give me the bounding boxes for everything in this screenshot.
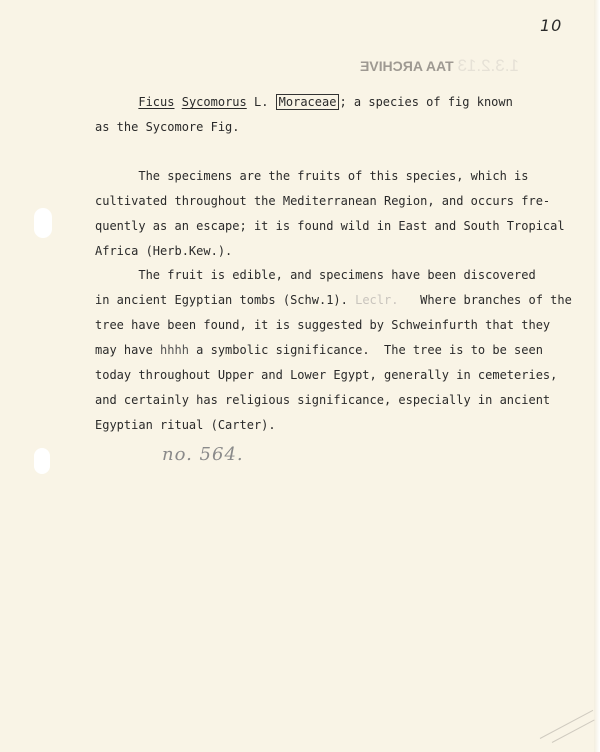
stamp-faint-text: 1.3.2.13 bbox=[457, 56, 519, 75]
stamp-text: TAA ARCHIVE bbox=[360, 58, 454, 74]
paragraph-3-line-6: and certainly has religious significance, especially in ancient bbox=[95, 393, 551, 407]
paragraph-2-line-3: quently as an escape; it is found wild in East and South Tropical bbox=[95, 219, 565, 233]
paragraph-2-line-4: Africa (Herb.Kew.). bbox=[95, 244, 233, 258]
p3-faint-word: Leclr. bbox=[347, 293, 406, 307]
paragraph-1-line-2: as the Sycomore Fig. bbox=[95, 120, 240, 134]
punch-hole-bottom bbox=[34, 448, 50, 474]
p3-line4-a: may have bbox=[95, 343, 161, 357]
p3-line2-a: in ancient Egyptian tombs (Schw.1). bbox=[95, 293, 348, 307]
species-name: Sycomorus bbox=[181, 95, 247, 109]
paragraph-3-line-4 bbox=[95, 338, 585, 363]
page-number: 10 bbox=[540, 16, 563, 35]
p3-line4-b: a symbolic significance. The tree is to be seen bbox=[188, 343, 543, 357]
authority: L. bbox=[246, 95, 276, 109]
family-name: Moraceae bbox=[276, 94, 340, 110]
paragraph-3-line-3: tree have been found, it is suggested by Schweinfurth that they bbox=[95, 318, 551, 332]
page-edge bbox=[594, 0, 600, 752]
punch-hole-top bbox=[34, 208, 52, 238]
paragraph-3-line-5: today throughout Upper and Lower Egypt, generally in cemeteries, bbox=[95, 368, 558, 382]
struck-out-word: hhhh bbox=[160, 343, 189, 357]
paragraph-3-line-1: The fruit is edible, and specimens have been discovered bbox=[95, 268, 536, 282]
paragraph-2-line-2: cultivated throughout the Mediterranean Region, and occurs fre- bbox=[95, 194, 551, 208]
paragraph-3-line-7: Egyptian ritual (Carter). bbox=[95, 418, 276, 432]
genus-name: Ficus bbox=[138, 95, 175, 109]
archive-stamp bbox=[360, 56, 533, 76]
corner-crease-2 bbox=[552, 720, 595, 743]
handwritten-note: no. 564. bbox=[162, 444, 244, 465]
p3-line2-b: Where branches of the bbox=[405, 293, 572, 307]
paragraph-1-line-1 bbox=[95, 90, 585, 115]
paragraph-2-line-1: The specimens are the fruits of this species, which is bbox=[95, 169, 529, 183]
p1-rest: ; a species of fig known bbox=[339, 95, 513, 109]
paragraph-3-line-2 bbox=[95, 288, 585, 313]
